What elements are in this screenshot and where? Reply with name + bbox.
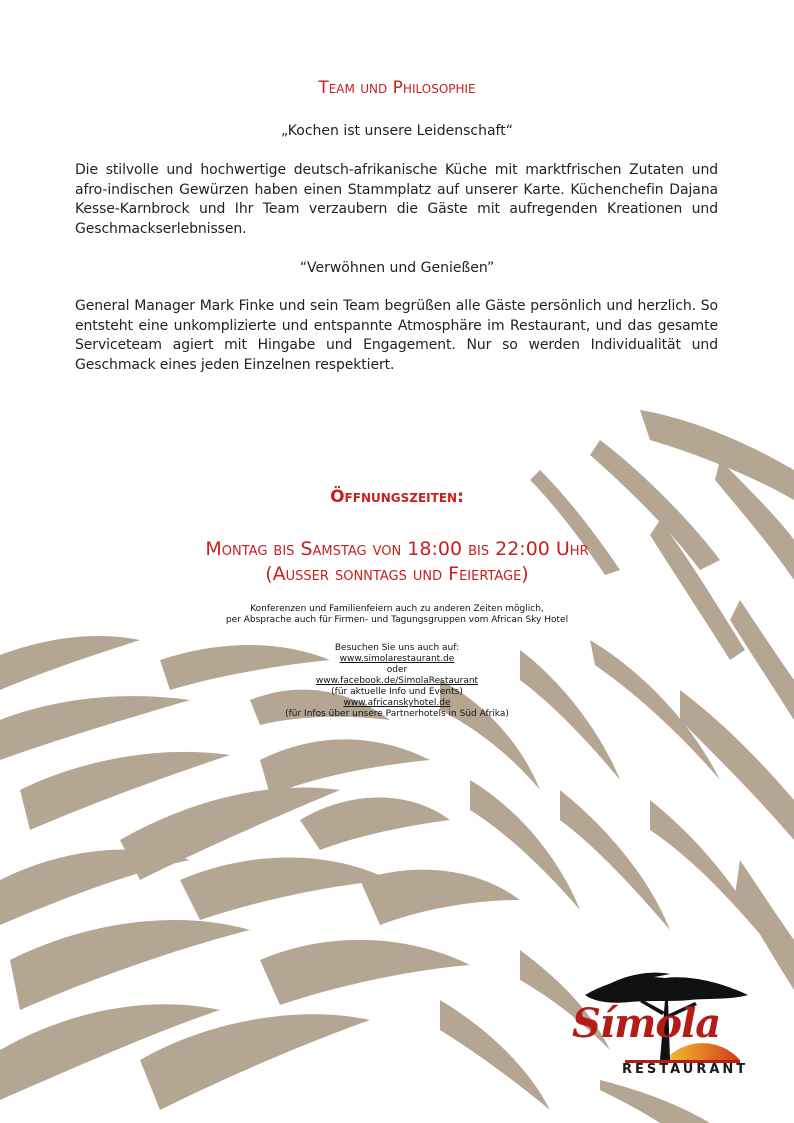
- facebook-link-note: (für aktuelle Info und Events): [331, 687, 463, 697]
- hotel-link-note: (für Infos über unsere Partnerhotels in Süd Afrika): [285, 709, 509, 719]
- logo-subtitle: RESTAURANT: [622, 1062, 749, 1077]
- team-philosophy-heading: Team und Philosophie: [318, 78, 476, 98]
- opening-hours-exception: (Außer sonntags und Feiertage): [265, 563, 529, 585]
- links-or: oder: [386, 665, 408, 675]
- conference-note-line2: per Absprache auch für Firmen- und Tagungsgruppen vom African Sky Hotel: [225, 615, 569, 625]
- service-paragraph: General Manager Mark Finke und sein Team begrüßen alle Gäste persönlich und herzlich. So entsteht eine unkomplizierte und entspannte Atmosphäre im Restaurant, und das gesamte Serviceteam agiert mit Hingabe und Engagement. Nur so werden Individualität und Geschmack eines jeden Einzelnen respektiert.: [75, 298, 718, 373]
- conference-note-line1: Konferenzen und Familienfeiern auch zu anderen Zeiten möglich,: [250, 604, 544, 614]
- kitchen-paragraph: Die stilvolle und hochwertige deutsch-afrikanische Küche mit marktfrischen Zutaten und afro-indischen Gewürzen haben einen Stammplatz auf unserer Karte. Küchenchefin Dajana Kesse-Karnbrock und Ihr Team verzaubern die Gäste mit aufregenden Kreationen und Geschmackserlebnissen.: [75, 162, 718, 237]
- logo-name: Símola: [572, 1000, 721, 1047]
- opening-hours-days: Montag bis Samstag von 18:00 bis 22:00 Uhr: [205, 538, 589, 560]
- links-section: [0, 643, 794, 720]
- quote-verwoehnen: “Verwöhnen und Genießen”: [299, 260, 495, 276]
- facebook-link[interactable]: www.facebook.de/SimolaRestaurant: [315, 676, 479, 686]
- conference-note: [0, 604, 794, 626]
- simola-website-link[interactable]: www.simolarestaurant.de: [339, 654, 455, 664]
- opening-hours-heading: Öffnungszeiten:: [330, 487, 464, 507]
- quote-kochen: „Kochen ist unsere Leidenschaft“: [281, 123, 513, 139]
- african-sky-hotel-link[interactable]: www.africanskyhotel.de: [343, 698, 451, 708]
- links-intro: Besuchen Sie uns auch auf:: [334, 643, 460, 653]
